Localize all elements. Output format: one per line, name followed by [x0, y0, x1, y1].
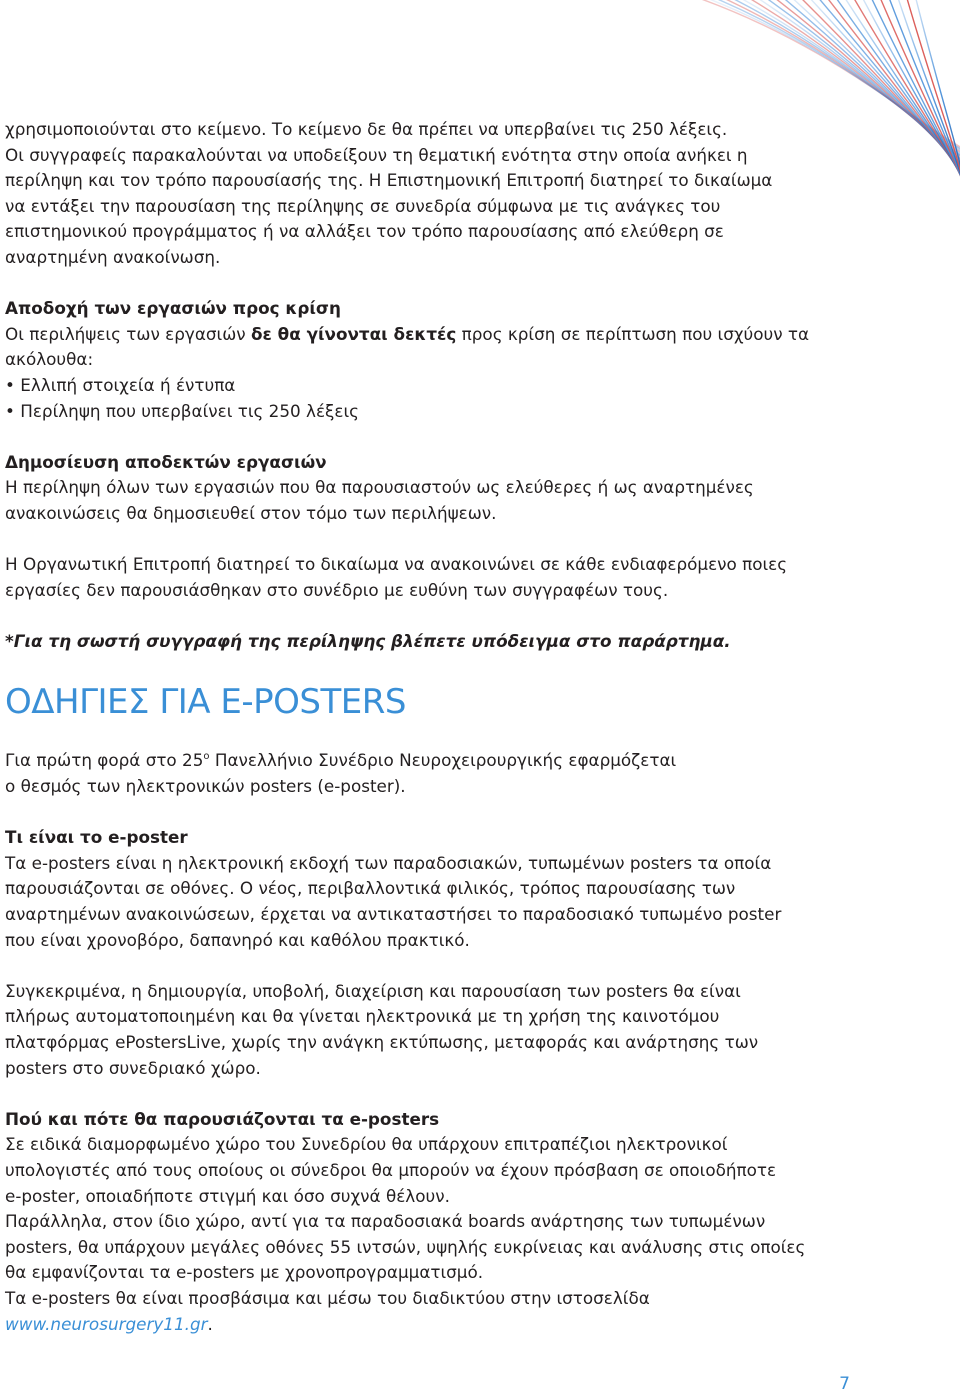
what-is-line: Τα e-posters είναι η ηλεκτρονική εκδοχή των παραδοσιακών, τυπωμένων posters τα οποία — [5, 852, 772, 873]
where-when-line: e-poster, οποιαδήποτε στιγμή και όσο συχνά θέλουν. — [5, 1185, 450, 1206]
where-when-line: υπολογιστές από τους οποίους οι σύνεδροι θα μπορούν να έχουν πρόσβαση σε οποιοδήποτε — [5, 1159, 777, 1180]
first-time-text: Για πρώτη φορά στο $25^o$ Πανελλήνιο Συνέδριο Νευροχειρουργικής εφαρμόζεται — [5, 750, 677, 771]
acceptance-emphasis: δε θα γίνονται δεκτές — [250, 323, 457, 344]
publication-line: ανακοινώσεις θα δημοσιευθεί στον τόμο των περιλήψεων. — [5, 502, 497, 523]
intro-line: επιστημονικού προγράμματος ή να αλλάξει τον τρόπο παρουσίασης από ελεύθερη σε — [5, 221, 724, 242]
eposters-title: ΟΔΗΓΙΕΣ ΓΙΑ E-POSTERS — [5, 682, 406, 723]
acceptance-heading: Αποδοχή των εργασιών προς κρίση — [5, 298, 341, 319]
ordinal-superscript: ο — [203, 751, 210, 763]
where-when-line: θα εμφανίζονται τα e-posters με χρονοπρογραμματισμό. — [5, 1262, 484, 1283]
organizing-line: Η Οργανωτική Επιτροπή διατηρεί το δικαίωμα να ανακοινώνει σε κάθε ενδιαφερόμενο ποιες — [5, 554, 788, 575]
acceptance-text: Οι περιλήψεις των εργασιών δε θα γίνονται δεκτές προς κρίση σε περίπτωση που ισχύουν τα — [5, 323, 810, 344]
what-is-heading: Τι είναι το e-poster — [5, 827, 188, 848]
intro-line: αναρτημένη ανακοίνωση. — [5, 246, 221, 267]
publication-heading: Δημοσίευση αποδεκτών εργασιών — [5, 451, 327, 472]
intro-line: χρησιμοποιούνται στο κείμενο. Το κείμενο δε θα πρέπει να υπερβαίνει τις 250 λέξεις. — [5, 119, 728, 139]
decor-wave-line — [915, 0, 960, 195]
page-content — [5, 117, 910, 1337]
organizing-line: εργασίες δεν παρουσιάσθηκαν στο συνέδριο με ευθύνη των συγγραφέων τους. — [5, 579, 669, 600]
decor-wave-line — [906, 0, 960, 193]
where-when-line: posters, θα υπάρχουν μεγάλες οθόνες 55 ιντσών, υψηλής ευκρίνειας και ανάλυσης στις οποίες — [5, 1236, 806, 1257]
acceptance-text-line2: ακόλουθα: — [5, 349, 94, 370]
intro-line: Οι συγγραφείς παρακαλούνται να υποδείξουν τη θεματική ενότητα στην οποία ανήκει η — [5, 144, 748, 165]
where-when-line: Τα e-posters θα είναι προσβάσιμα και μέσω του διαδικτύου στην ιστοσελίδα — [5, 1287, 650, 1308]
where-when-heading: Πού και πότε θα παρουσιάζονται τα e-posters — [5, 1108, 440, 1129]
where-when-line: Σε ειδικά διαμορφωμένο χώρο του Συνεδρίου θα υπάρχουν επιτραπέζιοι ηλεκτρονικοί — [5, 1134, 728, 1155]
website-link[interactable]: www.neurosurgery11.gr — [5, 1313, 208, 1334]
specifically-line: Συγκεκριμένα, η δημιουργία, υποβολή, διαχείριση και παρουσίαση των posters θα είναι — [5, 980, 741, 1001]
intro-line: περίληψη και τον τρόπο παρουσίασής της. Η Επιστημονική Επιτροπή διατηρεί το δικαίωμα — [5, 170, 773, 191]
page-number: 7 — [839, 1374, 850, 1394]
where-when-line: Παράλληλα, στον ίδιο χώρο, αντί για τα παραδοσιακά boards ανάρτησης των τυπωμένων — [5, 1211, 766, 1232]
first-time-line2: ο θεσμός των ηλεκτρονικών posters (e-poster). — [5, 776, 406, 797]
intro-line: να εντάξει την παρουσίαση της περίληψης σε συνεδρία σύμφωνα με τις ανάγκες του — [5, 195, 721, 216]
website-line: www.neurosurgery11.gr. — [5, 1313, 213, 1334]
what-is-line: που είναι χρονοβόρο, δαπανηρό και καθόλου πρακτικό. — [5, 929, 470, 950]
publication-line: Η περίληψη όλων των εργασιών που θα παρουσιαστούν ως ελεύθερες ή ως αναρτημένες — [5, 477, 754, 498]
what-is-line: παρουσιάζονται σε οθόνες. Ο νέος, περιβαλλοντικά φιλικός, τρόπος παρουσίασης των — [5, 878, 736, 899]
note: *Για τη σωστή συγγραφή της περίληψης βλέπετε υπόδειγμα στο παράρτημα. — [5, 630, 731, 651]
bullet-item: • Περίληψη που υπερβαίνει τις 250 λέξεις — [5, 400, 360, 421]
specifically-line: πλήρως αυτοματοποιημένη και θα γίνεται ηλεκτρονικά με τη χρήση της καινοτόμου — [5, 1006, 720, 1027]
specifically-line: πλατφόρμας ePostersLive, χωρίς την ανάγκη εκτύπωσης, μεταφοράς και ανάρτησης των — [5, 1032, 759, 1052]
what-is-line: αναρτημένων ανακοινώσεων, έρχεται να αντικαταστήσει το παραδοσιακό τυπωμένο poster — [5, 904, 782, 925]
specifically-line: posters στο συνεδριακό χώρο. — [5, 1057, 261, 1078]
bullet-item: • Ελλιπή στοιχεία ή έντυπα — [5, 374, 236, 395]
